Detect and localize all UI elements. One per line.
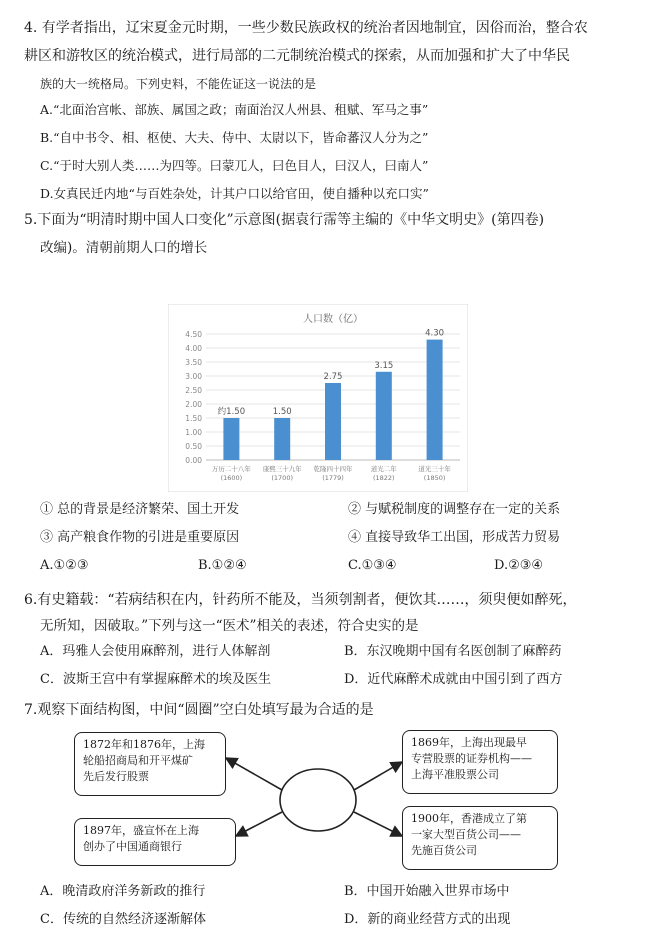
arrow-to-box-4 — [354, 812, 402, 836]
population-bar-chart — [168, 304, 468, 492]
q5-item-3: ③ 高产粮食作物的引进是重要原因 — [40, 530, 240, 545]
q5-item-2: ② 与赋税制度的调整存在一定的关系 — [348, 502, 561, 517]
data-label: 约1.50 — [217, 407, 246, 417]
y-tick-label: 4.00 — [185, 344, 202, 353]
q4-stem-line-1: 4. 有学者指出，辽宋夏金元时期，一些少数民族政权的统治者因地制宜，因俗而治，整合农 — [24, 20, 588, 36]
q7-option-d: D．新的商业经营方式的出现 — [344, 912, 511, 927]
q5-stem-line-2: 改编)。清朝前期人口的增长 — [40, 240, 208, 256]
q4-stem-line-2: 耕区和游牧区的统治模式，进行局部的二元制统治模式的探索，从而加强和扩大了中华民 — [24, 48, 570, 64]
q4-option-a: A.“北面治宫帐、部族、属国之政；南面治汉人州县、租赋、军马之事” — [40, 102, 429, 117]
box-1-line-3: 先后发行股票 — [83, 770, 149, 783]
box-4-line-3: 先施百货公司 — [411, 844, 477, 857]
q4-option-b: B.“自中书令、相、枢使、大夫、侍中、太尉以下，皆命蕃汉人分为之” — [40, 130, 429, 145]
box-4-line-2: 一家大型百货公司—— — [411, 828, 521, 841]
x-tick-year: (1822) — [372, 474, 395, 482]
center-blank-circle — [280, 769, 356, 831]
q5-option-c: C.①③④ — [348, 558, 397, 573]
q6-option-b: B．东汉晚期中国有名医创制了麻醉药 — [344, 644, 562, 659]
x-tick-label: 道光三十年 — [418, 465, 451, 473]
x-tick-year: (1700) — [271, 474, 294, 482]
box-3-line-1: 1869年，上海出现最早 — [411, 736, 527, 749]
q6-option-a: A．玛雅人会使用麻醉剂，进行人体解剖 — [40, 644, 271, 659]
diagram-box-1 — [74, 732, 226, 796]
q7-option-c: C．传统的自然经济逐渐解体 — [40, 912, 206, 927]
data-label: 4.30 — [425, 328, 445, 339]
y-tick-label: 0.00 — [185, 456, 202, 465]
box-1-line-2: 轮船招商局和开平煤矿 — [83, 754, 193, 767]
x-tick-label: 万历二十八年 — [211, 465, 251, 473]
x-tick-year: (1779) — [322, 474, 344, 482]
y-tick-label: 2.00 — [185, 400, 202, 409]
y-tick-label: 0.50 — [185, 442, 202, 451]
q6-option-c: C．波斯王宫中有掌握麻醉术的埃及医生 — [40, 672, 271, 687]
box-3-line-2: 专营股票的证券机构—— — [411, 752, 532, 765]
q6-option-d: D．近代麻醉术成就由中国引到了西方 — [344, 672, 563, 687]
bar — [325, 383, 341, 460]
q5-stem-line-1: 5.下面为“明清时期中国人口变化”示意图(据袁行霈等主编的《中华文明史》(第四卷) — [24, 212, 545, 228]
y-tick-label: 1.50 — [185, 414, 202, 423]
box-1-line-1: 1872年和1876年，上海 — [83, 738, 205, 751]
q4-stem-line-3: 族的大一统格局。下列史料，不能佐证这一说法的是 — [40, 77, 317, 91]
x-tick-label: 道光二年 — [370, 465, 397, 473]
box-2-line-2: 创办了中国通商银行 — [83, 840, 182, 853]
data-label: 1.50 — [272, 407, 292, 417]
chart-frame — [168, 304, 468, 492]
q5-option-a: A.①②③ — [40, 558, 89, 573]
diagram-box-3 — [402, 730, 558, 794]
arrow-to-box-1 — [226, 758, 282, 790]
q4-option-c: C.“于时大别人类……为四等。曰蒙兀人，曰色目人，曰汉人，曰南人” — [40, 158, 429, 173]
box-3-line-3: 上海平准股票公司 — [411, 768, 499, 781]
data-label: 3.15 — [374, 360, 394, 371]
q7-stem: 7.观察下面结构图，中间“圆圈”空白处填写最为合适的是 — [24, 702, 374, 718]
arrow-to-box-2 — [236, 812, 282, 836]
data-label: 2.75 — [323, 372, 343, 382]
bar — [427, 340, 443, 460]
y-tick-label: 3.00 — [185, 372, 202, 381]
q4-option-d: D.女真民迁内地“与百姓杂处，计其户口以给官田，使自播种以充口实” — [40, 186, 429, 201]
q5-option-b: B.①②④ — [198, 558, 247, 573]
x-tick-label: 康熙三十九年 — [262, 465, 302, 473]
box-2-line-1: 1897年，盛宣怀在上海 — [83, 824, 199, 837]
y-tick-label: 2.50 — [185, 386, 202, 395]
q5-option-d: D.②③④ — [494, 558, 544, 573]
q7-option-b: B．中国开始融入世界市场中 — [344, 884, 510, 899]
y-tick-label: 4.50 — [185, 330, 202, 339]
q6-stem-line-1: 6.有史籍载：“若病结积在内，针药所不能及，当须刳割者，便饮其……，须臾便如醉死， — [24, 592, 577, 608]
y-tick-label: 3.50 — [185, 358, 202, 367]
arrow-to-box-3 — [354, 762, 402, 790]
box-4-line-1: 1900年，香港成立了第 — [411, 812, 527, 825]
diagram-box-2 — [74, 818, 236, 866]
q6-stem-line-2: 无所知，因破取。”下列与这一“医术”相关的表述，符合史实的是 — [40, 618, 419, 634]
diagram-box-4 — [402, 806, 558, 870]
q7-option-a: A．晚清政府洋务新政的推行 — [40, 884, 206, 899]
bar — [274, 418, 290, 460]
bar — [223, 418, 239, 460]
bar — [376, 372, 392, 460]
q5-item-4: ④ 直接导致华工出国，形成苦力贸易 — [348, 530, 561, 545]
q5-item-1: ① 总的背景是经济繁荣、国土开发 — [40, 502, 240, 517]
x-tick-label: 乾隆四十四年 — [313, 465, 353, 473]
x-tick-year: (1600) — [220, 474, 243, 482]
x-tick-year: (1850) — [423, 474, 446, 482]
chart-title: 人口数（亿） — [303, 314, 363, 325]
y-tick-label: 1.00 — [185, 428, 202, 437]
